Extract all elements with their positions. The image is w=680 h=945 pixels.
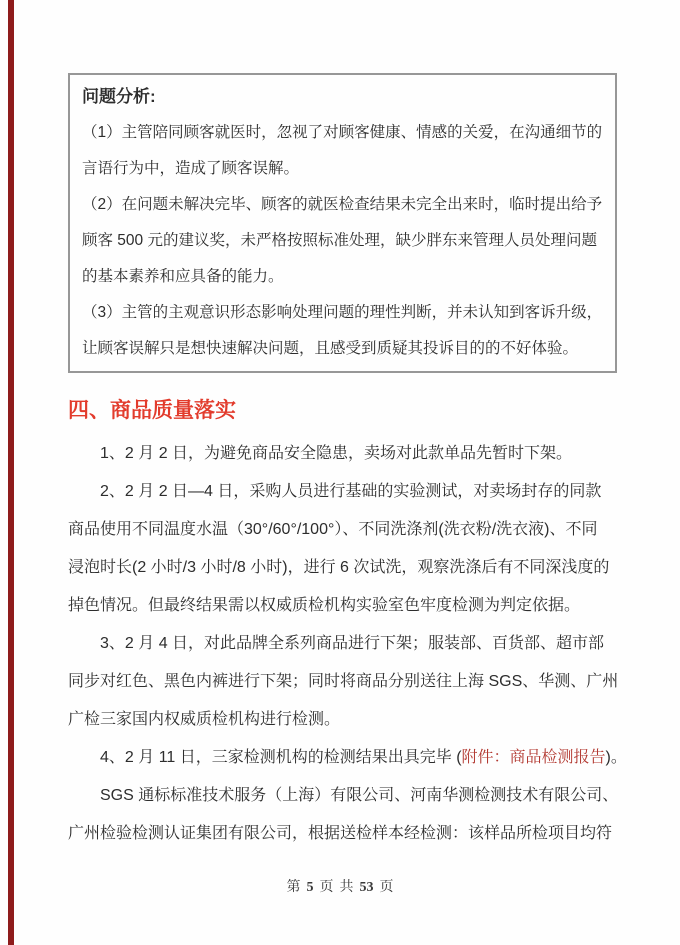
body-line: 1、2 月 2 日，为避免商品安全隐患，卖场对此款单品先暂时下架。 — [100, 445, 573, 462]
body-line: 浸泡时长(2 小时/3 小时/8 小时)，进行 6 次试洗，观察洗涤后有不同深浅度的 — [68, 559, 610, 576]
body-line: 3、2 月 4 日，对此品牌全系列商品进行下架；服装部、百货部、超市部 — [100, 635, 605, 652]
analysis-line: （2）在问题未解决完毕、顾客的就医检查结果未完全出来时，临时提出给予 — [82, 196, 603, 213]
footer-label: 共 — [339, 880, 354, 895]
analysis-line: （1）主管陪同顾客就医时，忽视了对顾客健康、情感的关爱，在沟通细节的 — [82, 124, 603, 141]
body-line: 商品使用不同温度水温（30°/60°/100°）、不同洗涤剂(洗衣粉/洗衣液)、不同 — [68, 521, 598, 538]
body-line: 广检三家国内权威质检机构进行检测。 — [68, 711, 341, 728]
body-line-attachment — [68, 739, 628, 777]
body-line: 同步对红色、黑色内裤进行下架；同时将商品分别送往上海 SGS、华测、广州 — [68, 673, 619, 690]
analysis-line: （3）主管的主观意识形态影响处理问题的理性判断，并未认知到客诉升级， — [82, 304, 603, 321]
analysis-line: 言语行为中，造成了顾客误解。 — [82, 160, 300, 177]
analysis-box — [68, 73, 617, 373]
attachment-line-post: )。 — [605, 749, 627, 766]
analysis-line: 顾客 500 元的建议奖，未严格按照标准处理，缺少胖东来管理人员处理问题 — [82, 232, 597, 249]
body-line: 广州检验检测认证集团有限公司，根据送检样本经检测：该样品所检项目均符 — [68, 825, 613, 842]
section-heading: 四、商品质量落实 — [68, 399, 236, 422]
page-footer — [0, 876, 680, 896]
body-text — [68, 435, 628, 853]
attachment-line-pre: 4、2 月 11 日，三家检测机构的检测结果出具完毕 ( — [100, 749, 462, 766]
analysis-line: 让顾客误解只是想快速解决问题，且感受到质疑其投诉目的的不好体验。 — [82, 340, 579, 357]
body-line: 掉色情况。但最终结果需以权威质检机构实验室色牢度检测为判定依据。 — [68, 597, 581, 614]
body-line: SGS 通标标准技术服务（上海）有限公司、河南华测检测技术有限公司、 — [100, 787, 619, 804]
footer-label: 页 — [379, 880, 394, 895]
analysis-line: 的基本素养和应具备的能力。 — [82, 268, 284, 285]
attachment-note: 附件：商品检测报告 — [461, 749, 606, 766]
footer-total-pages: 53 — [359, 880, 374, 895]
left-accent-bar — [8, 0, 14, 945]
footer-label: 页 — [319, 880, 334, 895]
body-line: 2、2 月 2 日—4 日，采购人员进行基础的实验测试，对卖场封存的同款 — [100, 483, 602, 500]
footer-label: 第 — [286, 880, 301, 895]
analysis-box-title: 问题分析: — [82, 87, 156, 106]
footer-page-number: 5 — [306, 880, 314, 895]
